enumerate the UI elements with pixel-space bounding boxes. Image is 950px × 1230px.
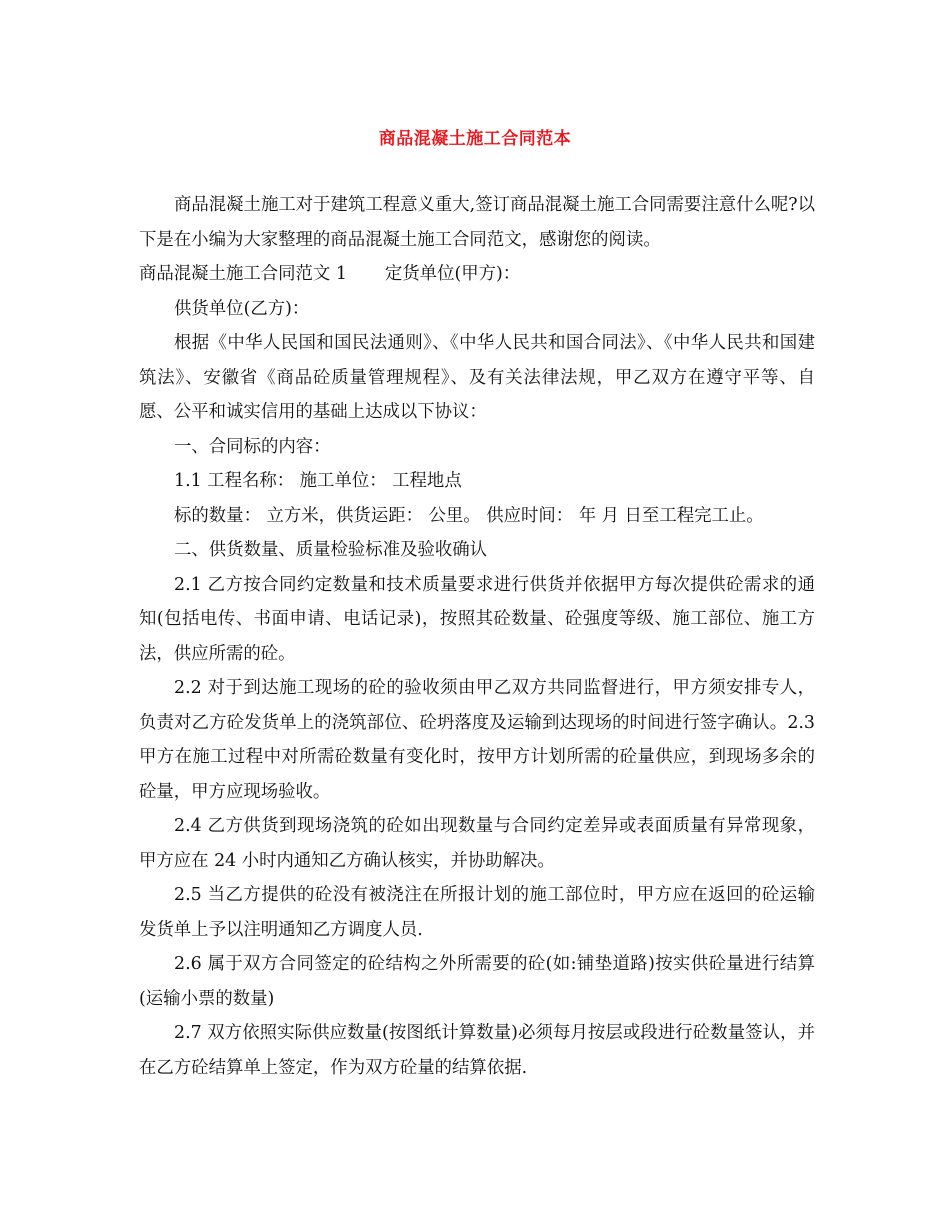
document-body [139,188,815,1085]
sample-heading-line [139,257,815,292]
item-2-5: 2.5 当乙方提供的砼没有被浇注在所报计划的施工部位时，甲方应在返回的砼运输发货单上予以注明通知乙方调度人员. [139,885,815,940]
intro-paragraph: 商品混凝土施工对于建筑工程意义重大,签订商品混凝土施工合同需要注意什么呢?以下是在小编为大家整理的商品混凝土施工合同范文，感谢您的阅读。 [139,195,815,250]
quantity-line: 标的数量： 立方米，供货运距： 公里。 供应时间： 年 月 日至工程完工止。 [174,505,764,526]
section-1-heading: 一、合同标的内容： [174,436,331,457]
document-title: 商品混凝土施工合同范本 [378,129,572,149]
buyer-line: 定货单位(甲方)： [384,264,521,284]
item-2-4: 2.4 乙方供货到现场浇筑的砼如出现数量与合同约定差异或表面质量有异常现象，甲方应在 24 小时内通知乙方确认核实，并协助解决。 [139,816,815,871]
item-2-2: 2.2 对于到达施工现场的砼的验收须由甲乙双方共同监督进行，甲方须安排专人，负责对乙方砼发货单上的浇筑部位、砼坍落度及运输到达现场的时间进行签字确认。2.3 甲方在施工过程中对所需砼数量有变化时，按甲方计划所需的砼量供应，到现场多余的砼量，甲方应现场验收。 [139,678,815,802]
supplier-line: 供货单位(乙方)： [174,298,310,319]
item-2-6: 2.6 属于双方合同签定的砼结构之外所需要的砼(如:铺垫道路)按实供砼量进行结算(运输小票的数量) [139,954,815,1009]
sample-label: 商品混凝土施工合同范文 1 [139,264,347,284]
basis-paragraph: 根据《中华人民国和国民法通则》、《中华人民共和国合同法》、《中华人民共和国建筑法》、安徽省《商品砼质量管理规程》、及有关法律法规，甲乙双方在遵守平等、自愿、公平和诚实信用的基础上达成以下协议： [139,333,815,422]
item-2-7: 2.7 双方依照实际供应数量(按图纸计算数量)必须每月按层或段进行砼数量签认，并在乙方砼结算单上签定，作为双方砼量的结算依据. [139,1023,815,1078]
section-2-heading: 二、供货数量、质量检验标准及验收确认 [174,540,488,560]
item-2-1: 2.1 乙方按合同约定数量和技术质量要求进行供货并依据甲方每次提供砼需求的通知(包括电传、书面申请、电话记录)，按照其砼数量、砼强度等级、施工部位、施工方法，供应所需的砼。 [139,574,815,664]
item-1-1: 1.1 工程名称： 施工单位： 工程地点 [174,471,462,491]
